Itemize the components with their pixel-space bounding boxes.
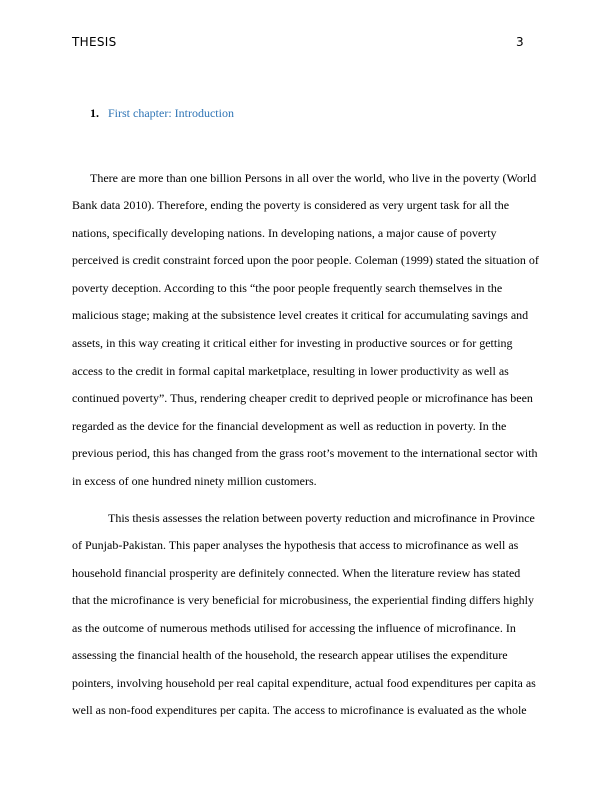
paragraph-line: access to the credit in formal capital marketplace, resulting in lower productivity as well as [72, 364, 509, 378]
paragraph-line: of Punjab-Pakistan. This paper analyses the hypothesis that access to microfinance as well as [72, 538, 519, 552]
paragraph-line: that the microfinance is very beneficial for microbusiness, the experiential finding differs highly [72, 593, 534, 607]
heading-text: First chapter: Introduction [108, 106, 234, 120]
paragraph-line: as the outcome of numerous methods utilised for accessing the influence of microfinance. In [72, 621, 516, 635]
paragraph-line: perceived is credit constraint forced upon the poor people. Coleman (1999) stated the situation of [72, 253, 539, 267]
paragraph-line: assessing the financial health of the household, the research appear utilises the expenditure [72, 648, 508, 662]
running-header-title: THESIS [72, 35, 117, 49]
chapter-heading [90, 106, 234, 121]
paragraph-line: continued poverty”. Thus, rendering cheaper credit to deprived people or microfinance has been [72, 391, 533, 405]
paragraph-line: nations, specifically developing nations. In developing nations, a major cause of poverty [72, 226, 497, 240]
paragraph-line: There are more than one billion Persons in all over the world, who live in the poverty (World [90, 171, 537, 185]
paragraph-line: regarded as the device for the financial development as well as reduction in poverty. In the [72, 419, 507, 433]
page-number: 3 [516, 35, 524, 49]
paragraph-line: malicious stage; making at the subsistence level creates it critical for accumulating savings and [72, 308, 529, 322]
paragraph-line: household financial prosperity are definitely connected. When the literature review has stated [72, 566, 521, 580]
paragraph-line: in excess of one hundred ninety million customers. [72, 474, 317, 488]
paragraph-line: Bank data 2010). Therefore, ending the poverty is considered as very urgent task for all the [72, 198, 510, 212]
heading-number: 1. [90, 106, 99, 120]
paragraph-line: poverty deception. According to this “the poor people frequently search themselves in the [72, 281, 503, 295]
paragraph-line: assets, in this way creating it critical either for investing in productive sources or for getting [72, 336, 513, 350]
paragraph-line: previous period, this has changed from the grass root’s movement to the international sector with [72, 446, 538, 460]
paragraph-line: well as non-food expenditures per capita. The access to microfinance is evaluated as the whole [72, 703, 527, 717]
paragraph-line: This thesis assesses the relation between poverty reduction and microfinance in Province [108, 511, 535, 525]
paragraph-line: pointers, involving household per real capital expenditure, actual food expenditures per capita as [72, 676, 536, 690]
